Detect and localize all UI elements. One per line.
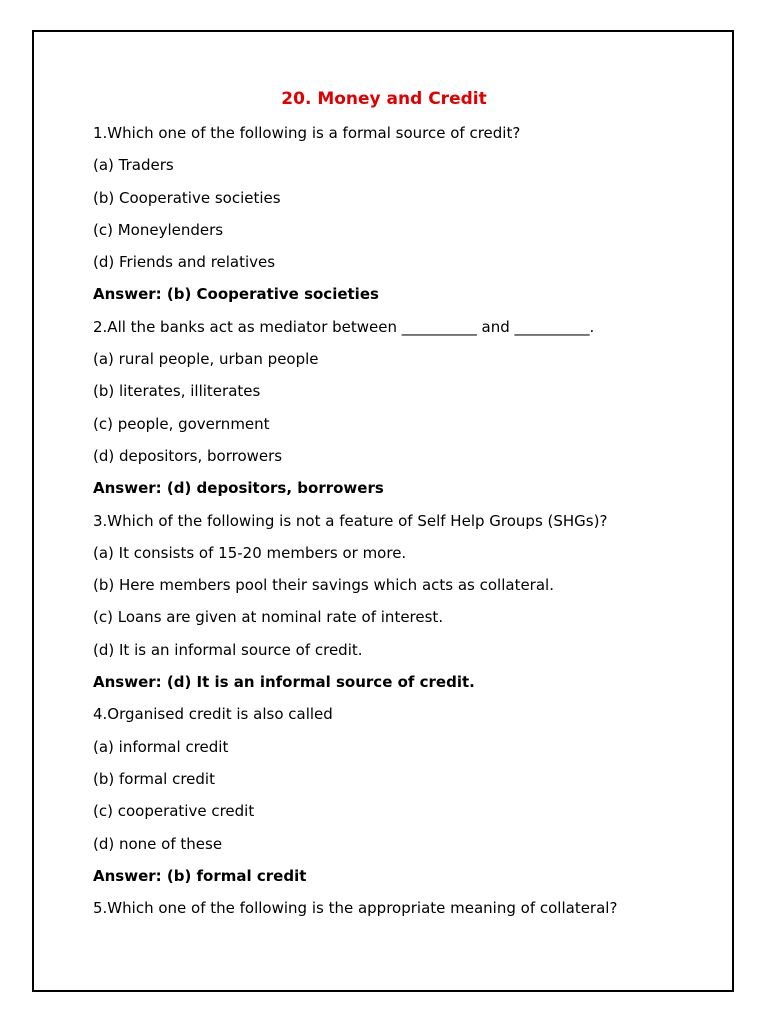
option-text: (a) It consists of 15-20 members or more. xyxy=(93,543,407,562)
option-text: (a) rural people, urban people xyxy=(93,350,319,369)
option-text: (c) people, government xyxy=(93,414,270,433)
option-text: (d) none of these xyxy=(93,834,223,853)
question-text: 1.Which one of the following is a formal source of credit? xyxy=(93,124,521,142)
option-text: (c) Moneylenders xyxy=(93,220,224,239)
option-text: (a) informal credit xyxy=(93,737,229,756)
answer-text: Answer: (d) It is an informal source of credit. xyxy=(93,673,475,692)
option-text: (d) Friends and relatives xyxy=(93,253,276,272)
answer-text: Answer: (b) formal credit xyxy=(93,866,307,885)
document-body xyxy=(93,123,713,930)
question-text: 2.All the banks act as mediator between __________ and __________. xyxy=(93,317,595,336)
option-text: (b) Here members pool their savings which acts as collateral. xyxy=(93,576,554,595)
answer-text: Answer: (d) depositors, borrowers xyxy=(93,479,384,498)
question-text: 5.Which one of the following is the appropriate meaning of collateral? xyxy=(93,899,618,918)
option-text: (d) depositors, borrowers xyxy=(93,446,283,465)
page-title: 20. Money and Credit xyxy=(281,89,487,109)
answer-text: Answer: (b) Cooperative societies xyxy=(93,285,379,304)
option-text: (b) Cooperative societies xyxy=(93,188,281,207)
option-text: (d) It is an informal source of credit. xyxy=(93,640,363,659)
question-text: 3.Which of the following is not a feature of Self Help Groups (SHGs)? xyxy=(93,511,608,530)
option-text: (b) literates, illiterates xyxy=(93,382,261,401)
option-text: (c) Loans are given at nominal rate of interest. xyxy=(93,608,444,627)
option-text: (c) cooperative credit xyxy=(93,802,255,821)
option-text: (a) Traders xyxy=(93,156,174,175)
question-text: 4.Organised credit is also called xyxy=(93,705,333,724)
option-text: (b) formal credit xyxy=(93,769,215,788)
